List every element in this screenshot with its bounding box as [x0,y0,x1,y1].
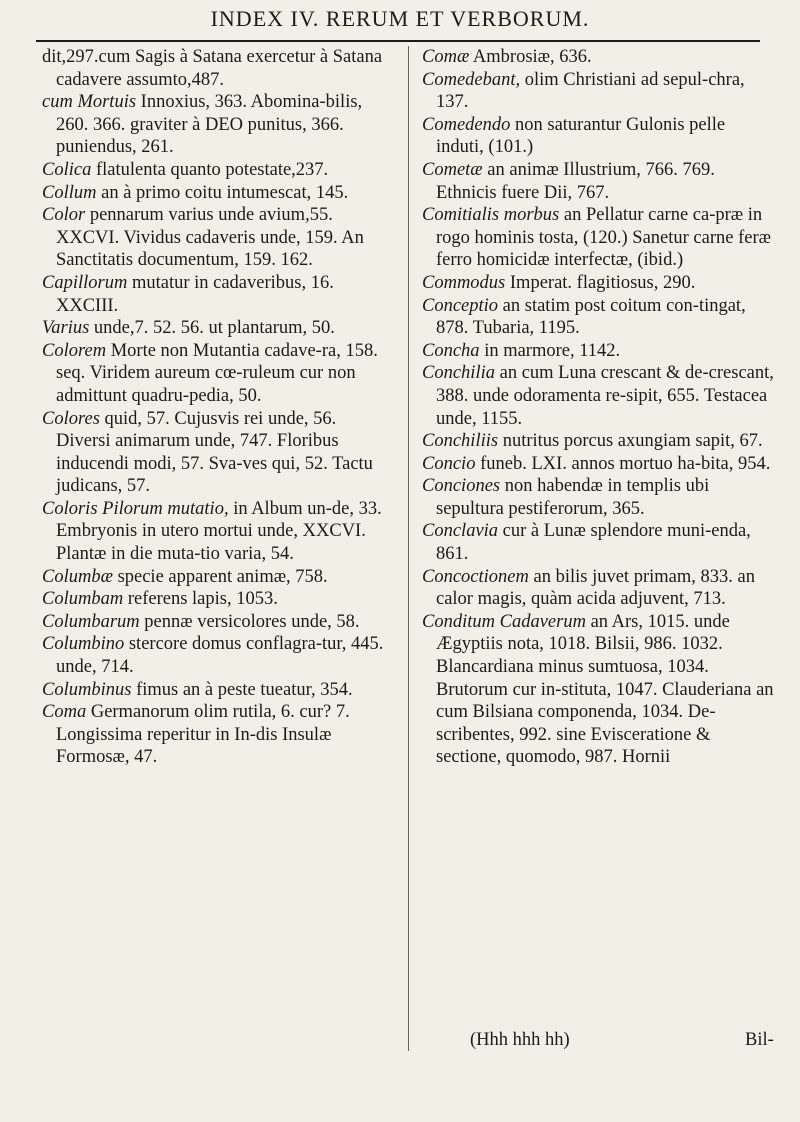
index-entry [422,430,774,453]
entry-text: in marmore, 1142. [484,340,621,361]
entry-headword: Coloris Pilorum mutatio, [42,498,229,519]
index-entry [422,362,774,430]
entry-headword: Conclavia [422,521,499,542]
entry-headword: Columbæ [42,566,113,587]
entry-headword: Commodus [422,272,506,293]
entry-headword: Columbam [42,589,124,610]
entry-text: unde,7. 52. 56. ut plantarum, 50. [93,318,335,339]
index-entry [42,588,394,611]
entry-text: fimus an à peste tueatur, 354. [136,679,353,700]
entry-headword: Comedebant, [422,69,521,90]
column-divider [408,46,409,1051]
entry-headword: Collum [42,182,97,203]
index-entry [422,272,774,295]
header-rule [36,40,760,42]
entry-headword: Varius [42,318,90,339]
entry-text: funeb. LXI. annos mortuo ha-bita, 954. [480,453,771,474]
index-entry [42,159,394,182]
entry-headword: Columbinus [42,679,132,700]
entry-headword: Color [42,205,86,226]
entry-headword: Comæ [422,47,470,67]
index-entry [422,611,774,769]
entry-headword: Cometæ [422,159,483,180]
entry-text: Imperat. flagitiosus, 290. [509,272,696,293]
entry-text: pennarum varius unde avium,55. XXCVI. Vividus cadaveris unde, 159. An Sanctitatis documentum, 159. 162. [56,205,364,271]
right-column [422,46,774,769]
index-entry [422,114,774,159]
index-entry [42,91,394,159]
entry-headword: Comedendo [422,114,511,135]
index-entry [422,69,774,114]
entry-text: pennæ versicolores unde, 58. [144,611,360,632]
entry-text: non saturantur Gulonis pelle induti, (101.) [436,114,726,158]
entry-text: Germanorum olim rutila, 6. cur? 7. Longissima reperitur in In-dis Insulæ Formosæ, 47. [56,702,350,768]
entry-text: quid, 57. Cujusvis rei unde, 56. Diversi animarum unde, 747. Floribus inducendi modi, 57. Sva-ves qui, 52. Tactu judicans, 57. [56,408,373,497]
index-entry [42,408,394,498]
entry-headword: Conciones [422,476,501,497]
entry-text: non habendæ in templis ubi sepultura pestiferorum, 365. [436,476,710,519]
entry-text: Morte non Mutantia cadave-ra, 158. seq. Viridem aureum cœ-ruleum cur non admittunt quadru-pedia, 50. [56,340,378,406]
entry-text: specie apparent animæ, 758. [117,566,328,587]
entry-text: in Album un-de, 33. Embryonis in utero mortui unde, XXCVI. Plantæ in die muta-tio varia, 54. [56,498,382,565]
entry-text: stercore domus conflagra-tur, 445. unde, 714. [56,634,384,678]
left-column [42,46,394,769]
index-entry [42,611,394,634]
entry-text: an Ars, 1015. unde Ægyptiis nota, 1018. Bilsii, 986. 1032. Blancardiana minus sumtuosa, 1034. Brutorum cur in-stituta, 1047. Clauderiana an cum Bilsiana componenda, 1034. De-scribentes, 992. sine Evisceratione & sectione, quomodo, 987. Hornii [436,611,774,768]
index-entry [42,182,394,205]
entry-headword: cum Mortuis [42,92,137,113]
entry-headword: Colica [42,159,92,180]
index-entry [42,272,394,317]
entry-headword: Colorem [42,340,107,361]
catchword: Bil- [745,1030,774,1050]
entry-text: cur à Lunæ splendore muni-enda, 861. [436,521,751,565]
entry-headword: Conchiliis [422,431,499,452]
index-entry [422,475,774,520]
entry-headword: Concio [422,453,476,474]
entry-text: referens lapis, 1053. [127,589,278,610]
index-entry [42,204,394,272]
entry-text: Innoxius, 363. Abomina-bilis, 260. 366. graviter à DEO punitus, 366. puniendus, 261. [56,92,363,158]
entry-text: dit,297.cum Sagis à Satana exercetur à Satana cadavere assumto,487. [42,47,383,90]
entry-headword: Columbarum [42,611,140,632]
entry-text: an statim post coitum con-tingat, 878. Tubaria, 1195. [436,295,746,339]
entry-headword: Columbino [42,634,125,655]
index-entry [422,204,774,272]
index-entry [422,453,774,476]
entry-headword: Colores [42,408,100,429]
entry-text: mutatur in cadaveribus, 16. XXCIII. [56,272,334,316]
signature-mark: (Hhh hhh hh) [470,1030,570,1050]
entry-text: an cum Luna crescant & de-crescant, 388. unde odoramenta re-sipit, 655. Testacea unde, 1155. [436,363,774,429]
index-entry [42,701,394,769]
entry-text: an Pellatur carne ca-præ in rogo hominis tosta, (120.) Sanetur carne feræ ferro homicidæ interfectæ, (ibid.) [436,205,771,271]
entry-text: an à primo coitu intumescat, 145. [101,182,349,203]
entry-text: Ambrosiæ, 636. [472,47,592,67]
index-entry [42,679,394,702]
entry-headword: Comitialis morbus [422,205,560,226]
entry-headword: Conceptio [422,295,499,316]
index-entry [422,295,774,340]
index-entry [422,46,774,69]
entry-headword: Concoctionem [422,566,529,587]
entry-headword: Concha [422,340,480,361]
entry-text: olim Christiani ad sepul-chra, 137. [436,69,745,113]
index-entry [42,498,394,566]
index-entry [422,566,774,611]
index-entry [42,317,394,340]
entry-headword: Conditum Cadaverum [422,611,586,632]
entry-text: an animæ Illustrium, 766. 769. Ethnicis fuere Dii, 767. [436,159,715,203]
running-head: INDEX IV. RERUM ET VERBORUM. [210,6,590,31]
index-entry [422,520,774,565]
entry-text: an bilis juvet primam, 833. an calor magis, quàm acida adjuvent, 713. [436,566,755,610]
entry-text: nutritus porcus axungiam sapit, 67. [502,431,763,452]
entry-headword: Capillorum [42,272,128,293]
entry-headword: Conchilia [422,363,495,384]
index-entry [422,340,774,363]
index-entry [42,566,394,589]
index-entry [42,340,394,408]
index-entry [42,46,394,91]
entry-text: flatulenta quanto potestate,237. [95,159,329,180]
index-entry [42,633,394,678]
entry-headword: Coma [42,702,87,723]
index-entry [422,159,774,204]
